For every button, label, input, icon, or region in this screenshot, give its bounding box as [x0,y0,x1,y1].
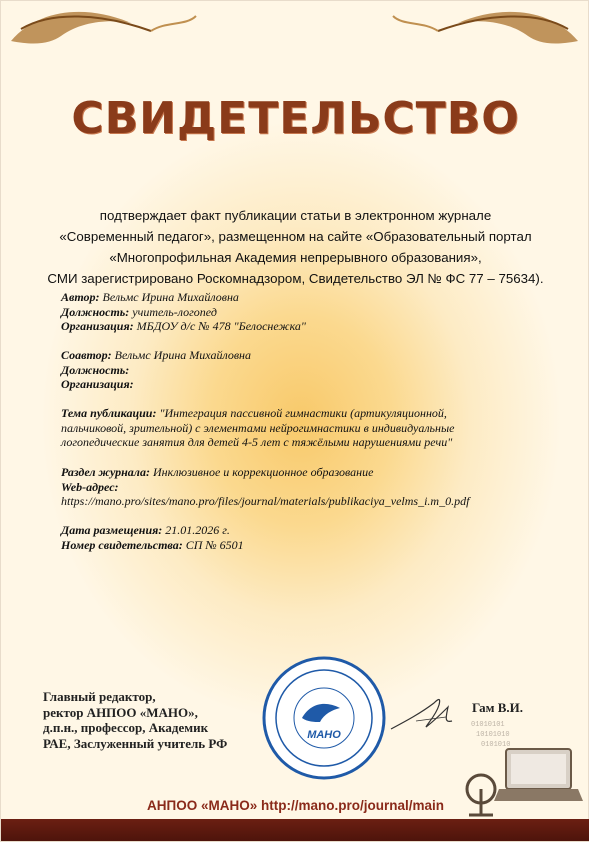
topic-label: Тема публикации: [61,406,157,420]
svg-text:01010101: 01010101 [471,721,505,729]
signatory-line: ректор АНПОО «МАНО», [43,704,198,720]
intro-line: СМИ зарегистрировано Роскомнадзором, Свидетельство ЭЛ № ФС 77 – 75634). [47,271,544,286]
coauthor-label: Соавтор: [61,348,112,362]
seal-center-text: МАНО [307,729,341,741]
svg-text:10101010: 10101010 [476,731,510,739]
co-organization-label: Организация: [61,377,134,391]
signatory-name: Гам В.И. [472,700,524,715]
organization-value: МБДОУ д/с № 478 "Белоснежка" [136,319,306,333]
topic-value-line: логопедические занятия для детей 4-5 лет с тяжёлыми нарушениями речи" [61,435,453,449]
position-label: Должность: [61,304,130,319]
co-position-label: Должность: [61,362,130,377]
signatory-line: д.п.н., профессор, Академик [43,720,209,735]
date-value: 21.01.2026 г. [165,523,230,537]
coauthor-block [61,348,541,392]
section-block [61,465,541,509]
date-block [61,523,541,552]
web-label: Web-адрес: [61,479,119,494]
intro-line: «Многопрофильная Академия непрерывного образования», [109,250,482,265]
number-label: Номер свидетельства: [61,537,183,552]
number-value: СП № 6501 [185,537,244,552]
topic-block [61,406,541,450]
signatory-line: Главный редактор, [43,689,156,704]
date-label: Дата размещения: [61,523,163,537]
official-seal [262,656,386,780]
intro-line: подтверждает факт публикации статьи в электронном журнале [99,208,492,223]
handwritten-signature [386,691,461,736]
svg-text:0101010: 0101010 [481,741,511,749]
topic-value: "Интеграция пассивной гимнастики (артикуляционной, [159,406,447,420]
position-value: учитель-логопед [132,304,217,319]
bottom-decorative-bar [1,819,589,841]
intro-text [21,205,570,289]
author-value: Вельмс Ирина Михайловна [102,290,239,304]
intro-line: «Современный педагог», размещенном на сайте «Образовательный портал [59,229,532,244]
certificate-title: СВИДЕТЕЛЬСТВО [71,93,520,144]
signatory-title [43,689,243,751]
corner-ornament-right [388,1,588,61]
organization-label: Организация: [61,319,134,333]
section-value: Инклюзивное и коррекционное образование [152,465,374,479]
web-address-link[interactable]: https://mano.pro/sites/mano.pro/files/journal/materials/publikaciya_velms_i.m_0.pdf [61,494,470,508]
section-label: Раздел журнала: [61,465,150,479]
corner-ornament-left [1,1,201,61]
coauthor-value: Вельмс Ирина Михайловна [114,348,251,362]
topic-value-line: пальчиковой, зрительной) с элементами нейрогимнастики в индивидуальные [61,420,455,435]
author-label: Автор: [61,290,100,304]
signatory-line: РАЕ, Заслуженный учитель РФ [43,735,228,751]
footer-text: АНПОО «МАНО» http://mano.pro/journal/main [147,798,444,813]
author-block [61,290,541,334]
